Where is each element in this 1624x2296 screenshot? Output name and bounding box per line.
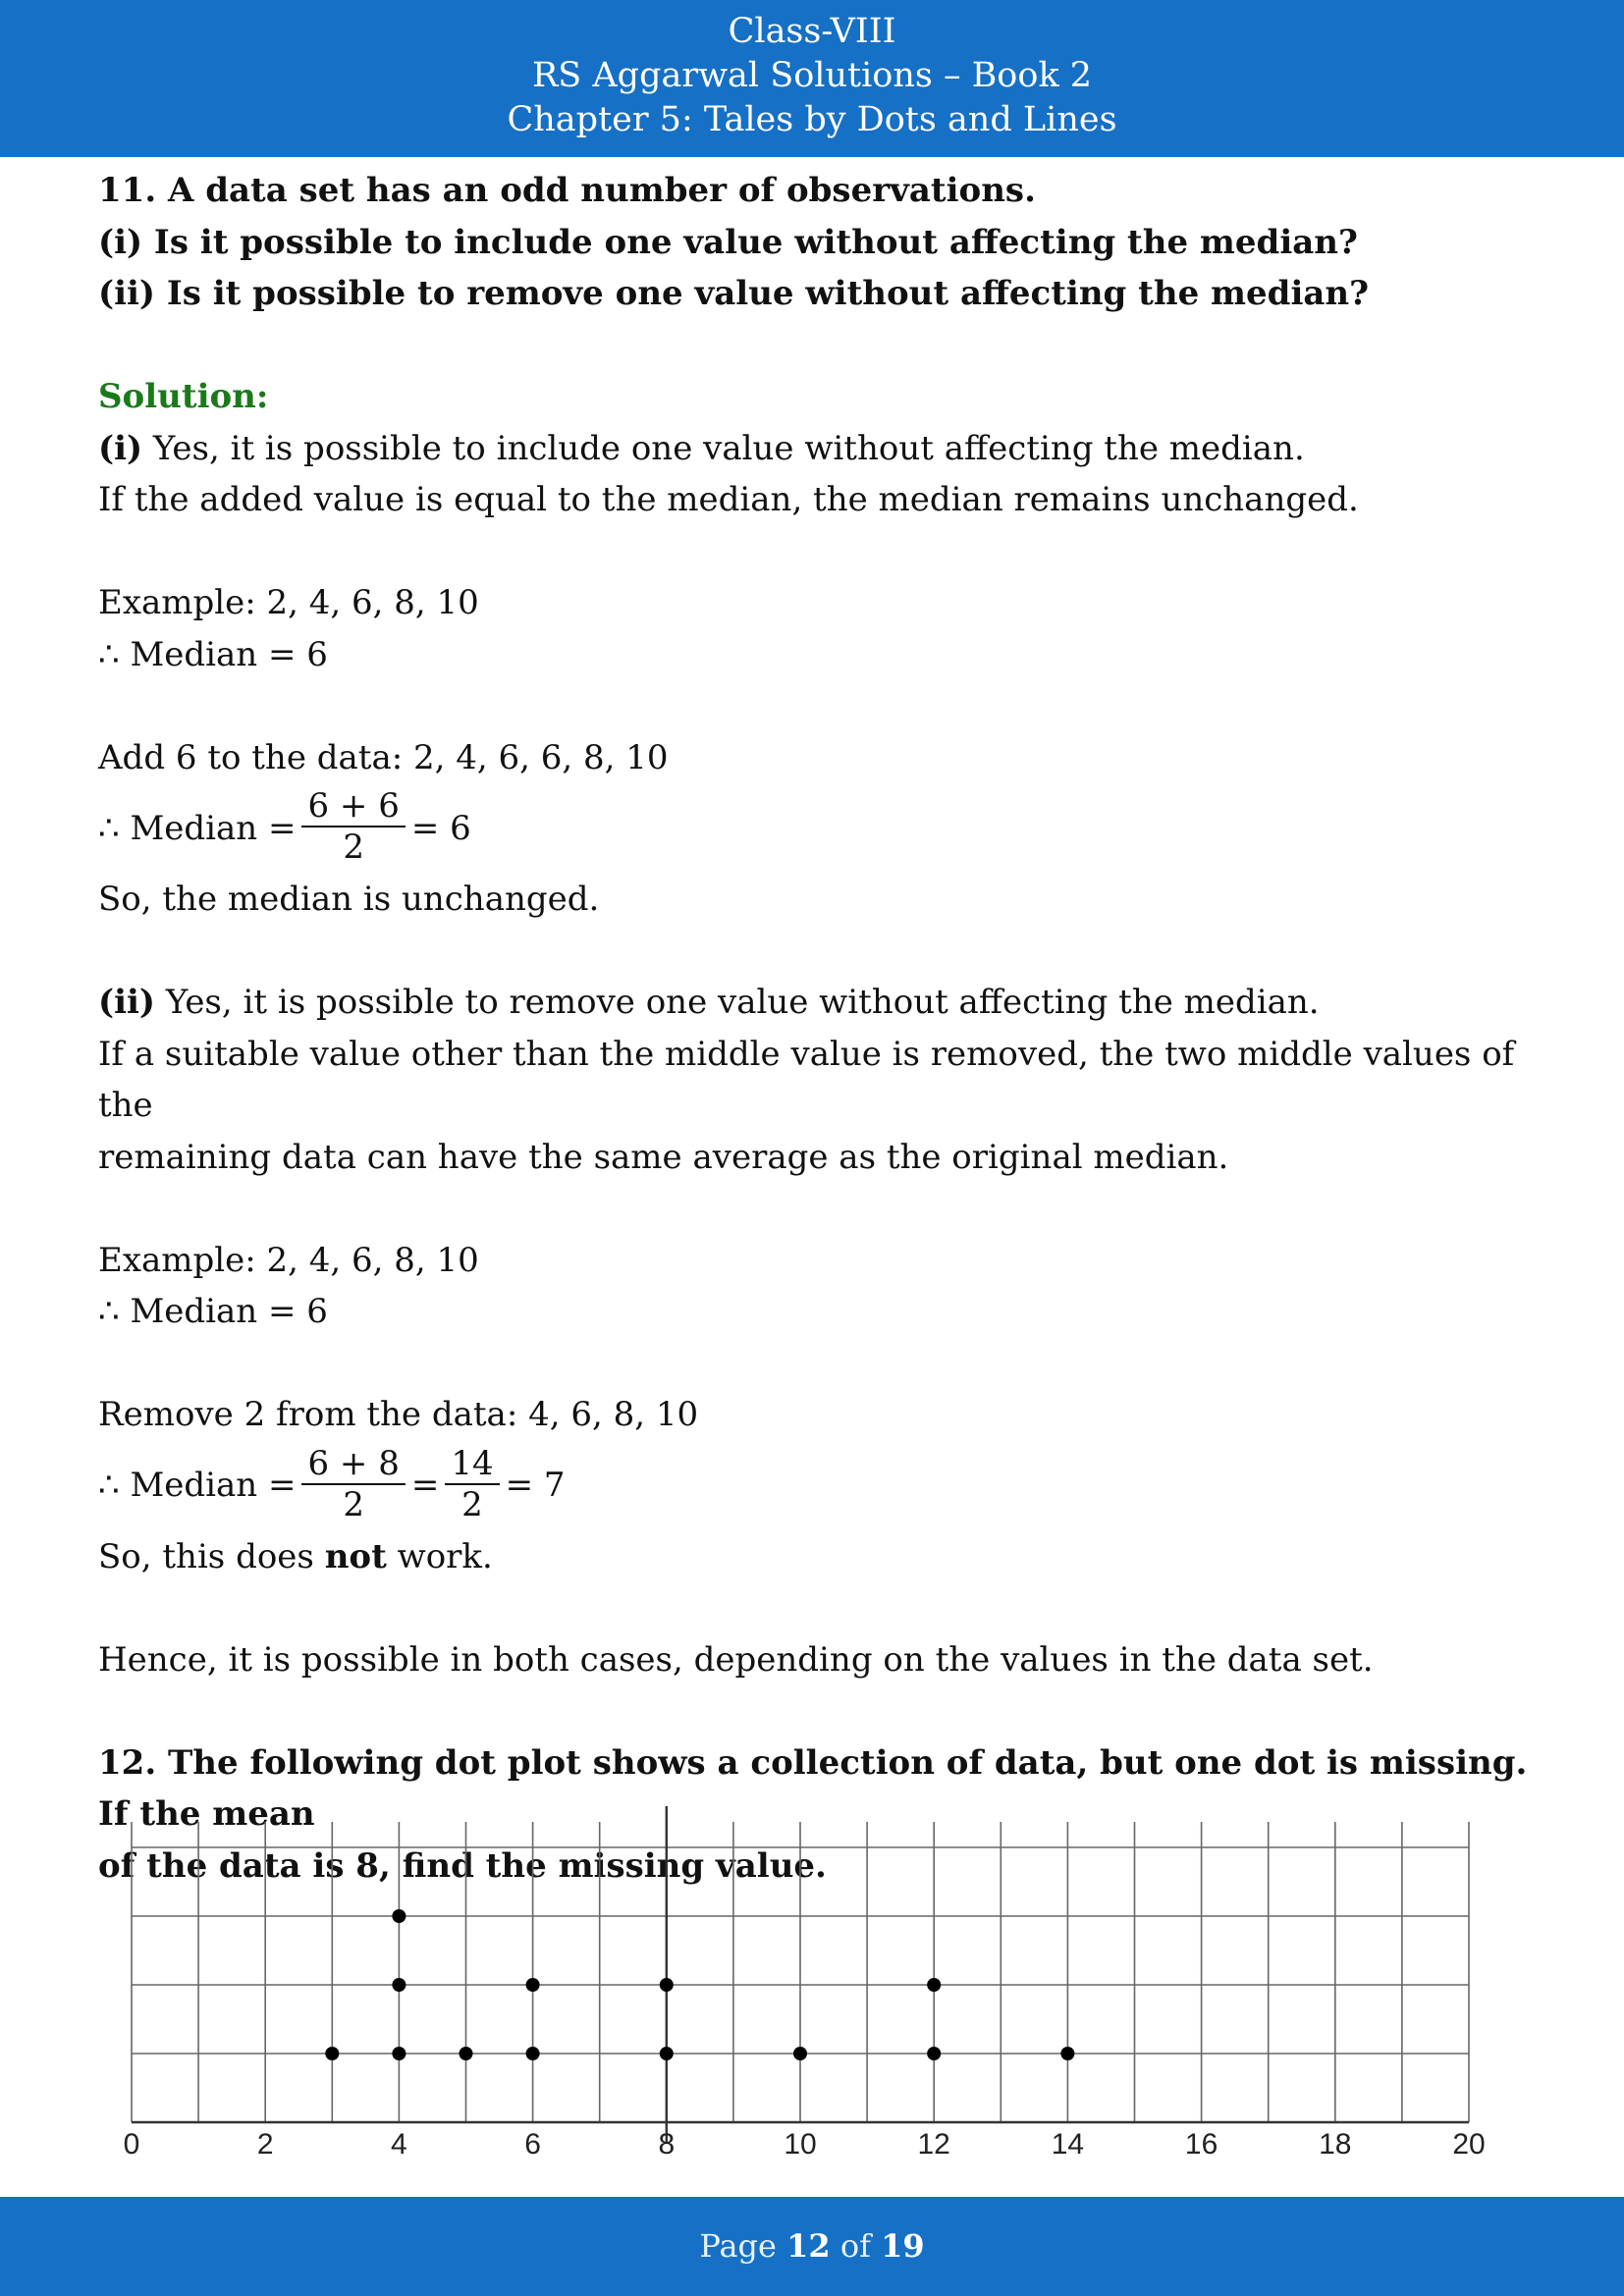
header-book: RS Aggarwal Solutions – Book 2 [531, 56, 1093, 95]
median-prefix: ∴ Median = [98, 1466, 297, 1506]
page-of: of [830, 2227, 882, 2265]
fraction-denominator: 2 [343, 1484, 364, 1524]
page-label: Page [699, 2227, 787, 2265]
conclusion-text: So, this does [98, 1536, 325, 1576]
data-dot [1060, 2047, 1074, 2060]
median-result: = 7 [505, 1466, 566, 1506]
header-chapter: Chapter 5: Tales by Dots and Lines [507, 100, 1117, 139]
data-dot [927, 2047, 941, 2060]
page-total: 19 [881, 2227, 925, 2265]
page-number: 12 [786, 2227, 831, 2265]
dot-plot-svg [94, 1806, 1528, 2160]
page-footer [0, 2197, 1624, 2296]
q11-part-i: (i) Is it possible to include one value without affecting the median? [98, 222, 1358, 262]
part-ii-explanation-2: remaining data can have the same average as the original median. [98, 1137, 1229, 1177]
data-dot [660, 1978, 674, 1992]
tick-label: 4 [391, 2128, 407, 2160]
part-ii-text: Yes, it is possible to remove one value without affecting the median. [155, 983, 1320, 1022]
part-i-conclusion: So, the median is unchanged. [98, 880, 600, 919]
tick-label: 16 [1184, 2128, 1218, 2160]
conclusion-emphasis: not [324, 1536, 387, 1576]
part-i-example: Example: 2, 4, 6, 8, 10 [98, 583, 479, 622]
fraction-denominator: 2 [343, 828, 364, 867]
header-class: Class-VIII [728, 12, 896, 51]
tick-label: 6 [524, 2128, 541, 2160]
fraction [301, 786, 405, 867]
page-content [98, 165, 1551, 1892]
median-prefix: ∴ Median = [98, 808, 297, 848]
part-ii-median-fraction-line [98, 1441, 1551, 1531]
part-i-answer [98, 423, 1551, 475]
tick-label: 12 [917, 2128, 950, 2160]
part-ii-example: Example: 2, 4, 6, 8, 10 [98, 1240, 479, 1280]
data-dot [325, 2047, 339, 2060]
part-i-explanation: If the added value is equal to the median, the median remains unchanged. [98, 480, 1359, 519]
q12-line-2: of the data is 8, find the missing value. [98, 1845, 827, 1886]
part-i-median: ∴ Median = 6 [98, 634, 328, 674]
part-ii-label: (ii) [98, 983, 156, 1022]
data-dot [793, 2047, 807, 2060]
dot-plot [94, 1806, 1528, 2160]
tick-label: 14 [1051, 2128, 1085, 2160]
tick-label: 8 [658, 2128, 676, 2160]
data-dot [392, 1978, 406, 1992]
q12-line-1: 12. The following dot plot shows a collection of data, but one dot is missing. If the mean [98, 1742, 1528, 1834]
data-dot [392, 1909, 406, 1923]
part-i-label: (i) [98, 428, 143, 468]
tick-label: 2 [256, 2128, 274, 2160]
tick-label: 20 [1452, 2128, 1486, 2160]
part-i-add: Add 6 to the data: 2, 4, 6, 6, 8, 10 [98, 737, 669, 777]
q11-title: 11. A data set has an odd number of observations. [98, 171, 1036, 210]
median-result: = 6 [410, 808, 471, 848]
data-dot [526, 2047, 540, 2060]
data-dot [660, 2047, 674, 2060]
data-dot [526, 1978, 540, 1992]
data-dot [460, 2047, 473, 2060]
part-i-median-fraction-line [98, 783, 1551, 874]
fraction-numerator: 6 + 8 [301, 1444, 405, 1485]
solution-label: Solution: [98, 377, 269, 416]
data-dot [392, 2047, 406, 2060]
part-ii-answer [98, 977, 1551, 1029]
fraction-denominator: 2 [461, 1484, 483, 1524]
page-header [0, 0, 1624, 157]
fraction-numerator: 6 + 6 [301, 786, 405, 828]
part-ii-median: ∴ Median = 6 [98, 1292, 328, 1331]
part-ii-explanation-1: If a suitable value other than the middle value is removed, the two middle values of the [98, 1034, 1515, 1125]
hence-statement: Hence, it is possible in both cases, depending on the values in the data set. [98, 1639, 1374, 1680]
fraction [301, 1444, 405, 1524]
tick-label: 0 [123, 2128, 140, 2160]
part-i-text: Yes, it is possible to include one value without affecting the median. [142, 428, 1305, 468]
q11-part-ii: (ii) Is it possible to remove one value without affecting the median? [98, 274, 1370, 313]
fraction-numerator: 14 [445, 1444, 499, 1485]
conclusion-text: work. [386, 1536, 493, 1576]
tick-label: 10 [784, 2128, 817, 2160]
fraction [445, 1444, 499, 1524]
equals-sign: = [410, 1466, 440, 1506]
part-ii-conclusion [98, 1531, 1551, 1583]
tick-label: 18 [1319, 2128, 1352, 2160]
part-ii-remove: Remove 2 from the data: 4, 6, 8, 10 [98, 1395, 699, 1434]
data-dot [927, 1978, 941, 1992]
